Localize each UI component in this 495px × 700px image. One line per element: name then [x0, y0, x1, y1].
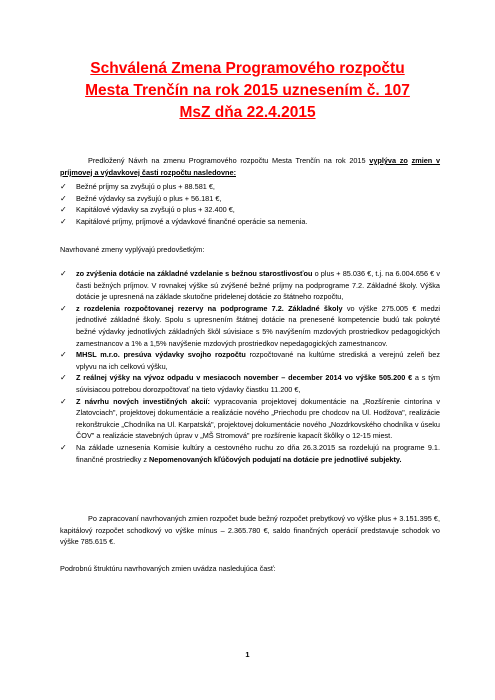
check-icon: ✓ — [60, 303, 67, 313]
list-item — [60, 396, 440, 442]
title-line-2: Mesta Trenčín na rok 2015 uznesením č. 107 — [85, 82, 410, 99]
list-item-text: Bežné príjmy sa zvyšujú o plus + 88.581 €, — [76, 182, 215, 191]
list-item-text: Bežné výdavky sa zvyšujú o plus + 56.181 €, — [76, 193, 222, 203]
list-item-text: Kapitálové výdavky sa zvyšujú o plus + 32.400 €, — [76, 205, 235, 215]
title-line-3: MsZ dňa 22.4.2015 — [179, 104, 316, 121]
closing-paragraph: Podrobnú štruktúru navrhovaných zmien uvádza nasledujúca časť: — [60, 564, 276, 573]
intro-bold-1: vyplýva zo — [369, 156, 408, 165]
reason-bold: Nepomenovaných kľúčových podujatí na dotácie pre jednotlivé subjekty. — [149, 454, 402, 464]
reason-bold: z rozdelenia rozpočtovanej rezervy na podprograme 7.2. Základné školy — [76, 303, 343, 313]
page-number: 1 — [245, 650, 250, 659]
reason-bold: Z reálnej výšky na vývoz odpadu v mesiacoch november – december 2014 vo výške 505.200 € — [76, 373, 413, 383]
list-item — [60, 372, 440, 395]
reason-text: vypracovania projektovej dokumentácie na „Rozšírenie cintorína v Zlatovciach", projektovej dokumentácie a realizácie nového „Priechodu pre chodcov na Ul. Hodžova", realizácie rekonštrukcie „Chodníka na Ul. Karpatská", projektovej dokumentácie nového „Nozdrkovského chodníka v úseku ČOV" a realizácie stavebných úprav v „MŠ Stromová" pre rozšírenie kapacít škôlky o 12-15 miest. — [76, 396, 440, 441]
reason-text: rozpočtované na kultúrne strediská a verejnú zeleň bez vplyvu na ich celkovú výšku, — [76, 350, 440, 371]
list-item-text: Kapitálové príjmy, príjmové a výdavkové finančné operácie sa nemenia. — [76, 216, 308, 226]
result-paragraph: Po zapracovaní navrhovaných zmien rozpočet bude bežný rozpočet prebytkový vo výške plus + 3.151.395 €, kapitálový rozpočet schodkový vo výške mínus – 2.365.780 €, saldo finančných operácií predstavuje schodok vo výške 785.615 €. — [60, 514, 440, 547]
check-icon: ✓ — [60, 373, 67, 383]
check-icon: ✓ — [60, 182, 67, 191]
reason-bold: MHSL m.r.o. presúva výdavky svojho rozpočtu — [76, 350, 246, 360]
intro-text: Predložený Návrh na zmenu Programového rozpočtu Mesta Trenčín na rok 2015 — [88, 156, 370, 165]
list-item — [60, 216, 440, 228]
intro-bold-2: zmien v príjmovej a výdavkovej časti rozpočtu nasledovne: — [60, 156, 441, 177]
reason-text: o plus + 85.036 €, t.j. na 6.004.656 € v časti bežných príjmov. V rovnakej výške sú zvýšené bežné príjmy na podprograme 7.2. Základné školy. Výška dotácie je upresnená na základe skutočne pridelenej dotácie zo štátneho rozpočtu, — [76, 269, 440, 302]
reasons-heading: Navrhované zmeny vyplývajú predovšetkým: — [60, 245, 205, 254]
summary-list — [60, 181, 440, 227]
check-icon: ✓ — [60, 205, 67, 215]
check-icon: ✓ — [60, 396, 67, 406]
intro-paragraph — [60, 155, 440, 178]
check-icon: ✓ — [60, 350, 67, 360]
check-icon: ✓ — [60, 442, 67, 452]
title-line-1: Schválená Zmena Programového rozpočtu — [90, 60, 405, 77]
reason-text: Na základe uznesenia Komisie kultúry a cestovného ruchu zo dňa 26.3.2015 sa rozdelujú na programe 9.1. finančné prostriedky z — [76, 442, 440, 464]
check-icon: ✓ — [60, 216, 67, 226]
list-item — [60, 349, 440, 372]
reason-text: a s tým súvisiacou potrebou dorozpočtovať na tieto výdavky čiastku 11.200 €, — [76, 373, 440, 394]
reasons-list — [60, 268, 440, 465]
check-icon: ✓ — [60, 193, 67, 203]
reason-bold: Z návrhu nových investičných akcií: — [76, 396, 210, 406]
check-icon: ✓ — [60, 269, 67, 278]
reason-bold: zo zvýšenia dotácie na základné vzdelanie s bežnou starostlivosťou — [76, 269, 313, 278]
document-title — [40, 58, 455, 124]
list-item — [60, 204, 440, 216]
list-item — [60, 268, 440, 303]
list-item — [60, 193, 440, 205]
reason-text: vo výške 275.005 € medzi jednotlivé základné školy. Spolu s upresnením štátnej dotácie na prenesené kompetencie budú tak pokryté bežné výdavky jednotlivých základných škôl súvisiace s 5% navýšením mzdových prostriedkov pedagogických zamestnancov a 1% a 1,5% navýšenie mzdových prostriedkov nepedagogických zamestnancov. — [76, 303, 440, 348]
list-item — [60, 303, 440, 349]
list-item — [60, 442, 440, 465]
list-item — [60, 181, 440, 193]
